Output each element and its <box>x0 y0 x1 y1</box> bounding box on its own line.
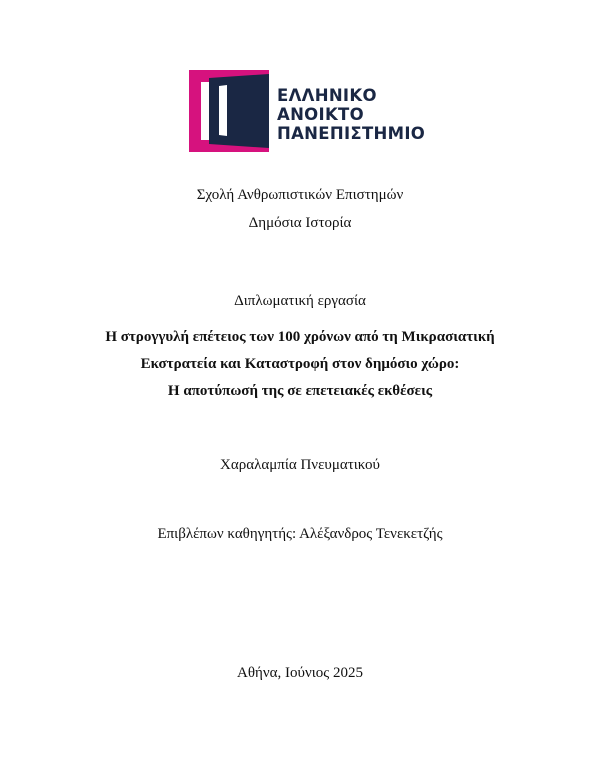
logo-line-1: ΕΛΛΗΝΙΚΟ <box>277 86 377 105</box>
logo-text <box>277 86 425 143</box>
logo-line-2: ΑΝΟΙΚΤΟ <box>277 105 364 124</box>
logo-line-3: ΠΑΝΕΠΙΣΤΗΜΙΟ <box>277 124 426 143</box>
logo-navy-shape <box>209 74 269 148</box>
program-name: Δημόσια Ιστορία <box>248 215 352 231</box>
logo-white-stripe <box>219 85 227 136</box>
title-line-3: Η αποτύπωσή της σε επετειακές εκθέσεις <box>167 383 433 399</box>
title-line-2: Εκστρατεία και Καταστροφή στον δημόσιο χώρο: <box>140 356 460 372</box>
supervisor: Επιβλέπων καθηγητής: Αλέξανδρος Τενεκετζής <box>157 526 443 542</box>
school-name: Σχολή Ανθρωπιστικών Επιστημών <box>196 187 404 203</box>
place-date: Αθήνα, Ιούνιος 2025 <box>237 665 363 681</box>
document-type: Διπλωματική εργασία <box>234 293 366 309</box>
author-name: Χαραλαμπία Πνευματικού <box>220 457 380 473</box>
title-line-1: Η στρογγυλή επέτειος των 100 χρόνων από τη Μικρασιατική <box>105 329 495 345</box>
